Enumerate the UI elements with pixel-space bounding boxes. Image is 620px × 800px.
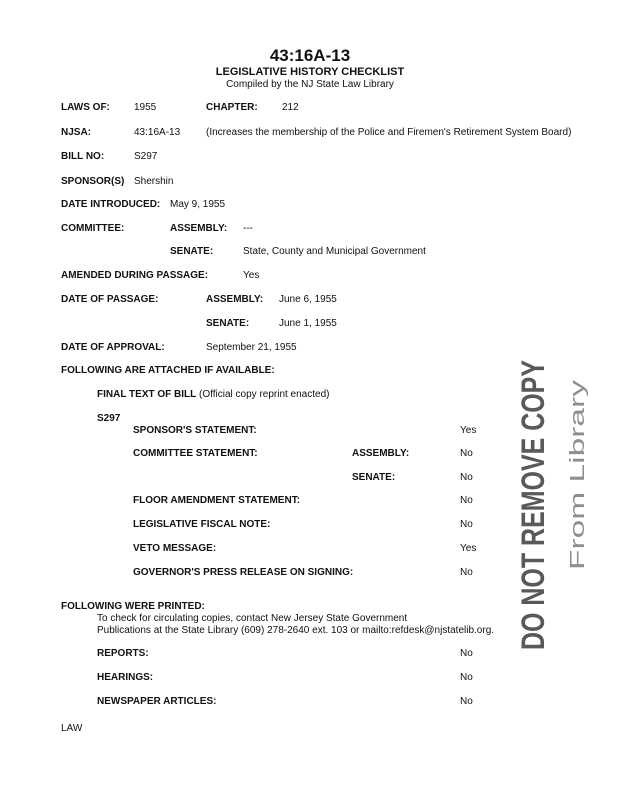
stamp-line2: From Library — [567, 456, 589, 570]
sponsors-label: SPONSOR(S) — [61, 176, 125, 187]
page-title: 43:16A-13 — [269, 46, 351, 65]
final-text-row — [97, 389, 329, 400]
floor-amendment-value: No — [460, 495, 473, 506]
date-introduced-label: DATE INTRODUCED: — [61, 199, 161, 210]
bill-no-value: S297 — [134, 151, 158, 162]
committee-statement-label: COMMITTEE STATEMENT: — [133, 448, 258, 459]
sponsors-statement-value: Yes — [460, 425, 477, 436]
passage-assembly-label: ASSEMBLY: — [206, 294, 264, 305]
sponsors-value: Shershin — [134, 176, 174, 187]
committee-assembly-value: --- — [243, 223, 253, 234]
committee-statement-assembly-value: No — [460, 448, 473, 459]
reports-value: No — [460, 648, 473, 659]
compiled-by: Compiled by the NJ State Law Library — [226, 79, 394, 90]
passage-senate-value: June 1, 1955 — [279, 318, 337, 329]
attached-heading: FOLLOWING ARE ATTACHED IF AVAILABLE: — [61, 365, 275, 376]
hearings-label: HEARINGS: — [97, 672, 154, 683]
final-text-label: FINAL TEXT OF BILL — [97, 389, 197, 400]
committee-label: COMMITTEE: — [61, 223, 125, 234]
printed-heading: FOLLOWING WERE PRINTED: — [61, 601, 205, 612]
stamp-line1: DO NOT REMOVE COPY — [515, 360, 551, 650]
printed-note-line1: To check for circulating copies, contact New Jersey State Government — [97, 613, 408, 624]
committee-statement-senate-value: No — [460, 472, 473, 483]
chapter-label: CHAPTER: — [206, 102, 258, 113]
sponsors-statement-label: SPONSOR'S STATEMENT: — [133, 425, 257, 436]
njsa-label: NJSA: — [61, 127, 92, 138]
final-text-note: (Official copy reprint enacted) — [199, 389, 330, 400]
attached-bill-number: S297 — [97, 413, 121, 424]
date-of-passage-label: DATE OF PASSAGE: — [61, 294, 159, 305]
reports-label: REPORTS: — [97, 648, 149, 659]
laws-of-label: LAWS OF: — [61, 102, 110, 113]
veto-message-label: VETO MESSAGE: — [133, 543, 217, 554]
committee-statement-assembly-label: ASSEMBLY: — [352, 448, 410, 459]
passage-assembly-value: June 6, 1955 — [279, 294, 337, 305]
fiscal-note-label: LEGISLATIVE FISCAL NOTE: — [133, 519, 271, 530]
press-release-value: No — [460, 567, 473, 578]
printed-note-line2: Publications at the State Library (609) 278-2640 ext. 103 or mailto:refdesk@njstatelib.org. — [97, 625, 495, 636]
bill-no-label: BILL NO: — [61, 151, 105, 162]
chapter-value: 212 — [282, 102, 299, 113]
newspaper-label: NEWSPAPER ARTICLES: — [97, 696, 217, 707]
checklist-subtitle: LEGISLATIVE HISTORY CHECKLIST — [215, 66, 405, 78]
footer-law: LAW — [61, 723, 83, 734]
date-of-approval-value: September 21, 1955 — [206, 342, 297, 353]
date-introduced-value: May 9, 1955 — [170, 199, 226, 210]
veto-message-value: Yes — [460, 543, 477, 554]
floor-amendment-label: FLOOR AMENDMENT STATEMENT: — [133, 495, 301, 506]
newspaper-value: No — [460, 696, 473, 707]
fiscal-note-value: No — [460, 519, 473, 530]
amended-label: AMENDED DURING PASSAGE: — [61, 270, 209, 281]
committee-statement-senate-label: SENATE: — [352, 472, 396, 483]
date-of-approval-label: DATE OF APPROVAL: — [61, 342, 165, 353]
press-release-label: GOVERNOR'S PRESS RELEASE ON SIGNING: — [133, 567, 354, 578]
amended-value: Yes — [243, 270, 260, 281]
njsa-value: 43:16A-13 — [134, 127, 181, 138]
committee-senate-value: State, County and Municipal Government — [243, 246, 426, 257]
hearings-value: No — [460, 672, 473, 683]
laws-of-value: 1955 — [134, 102, 157, 113]
committee-assembly-label: ASSEMBLY: — [170, 223, 228, 234]
do-not-remove-stamp — [500, 360, 610, 650]
njsa-description: (Increases the membership of the Police and Firemen's Retirement System Board) — [206, 127, 572, 138]
committee-senate-label: SENATE: — [170, 246, 214, 257]
passage-senate-label: SENATE: — [206, 318, 250, 329]
